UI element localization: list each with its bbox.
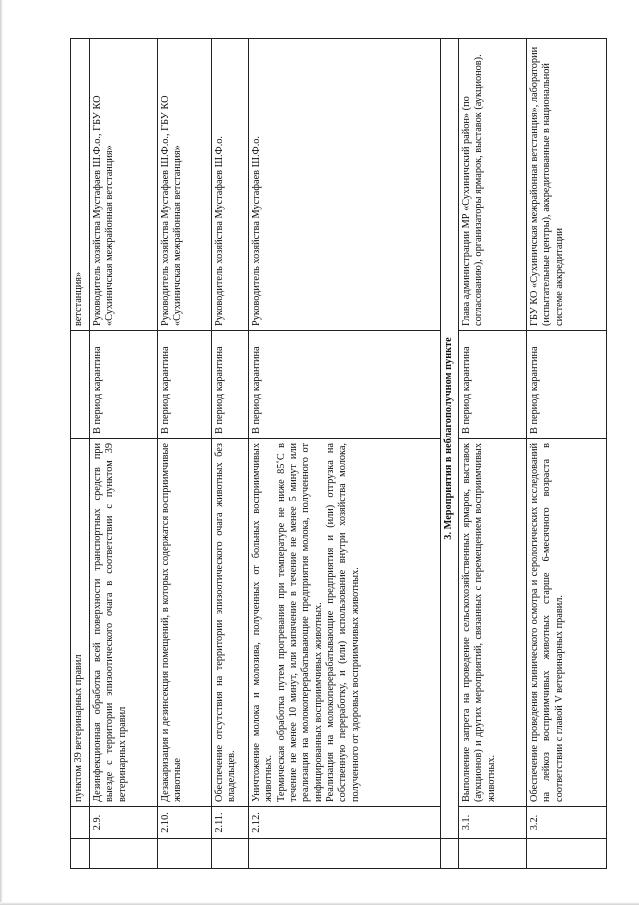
table-row xyxy=(249,39,441,869)
period-cell: В период карантина xyxy=(249,331,441,439)
section-title: 3. Мероприятия в неблагополучном пункте xyxy=(441,39,459,839)
action-paragraph: Уничтожение молока и молозива, полученных от больных восприимчивых животных. xyxy=(251,443,275,802)
responsible-cell: Руководитель хозяйства Мустафаев Ш.Ф.о. xyxy=(212,39,249,331)
period-cell xyxy=(71,331,90,439)
rotated-document-page xyxy=(70,39,610,869)
action-cell: Обеспечение отсутствия на территории эпизоотического очага животных без владельцев. xyxy=(212,439,249,807)
scan-edge-left xyxy=(0,0,3,905)
period-cell: В период карантина xyxy=(459,331,527,439)
row-number: 2.9. xyxy=(90,807,158,839)
blank-cell xyxy=(441,839,459,869)
table-row xyxy=(527,39,607,869)
action-cell: Дезинфекционная обработка всей поверхности транспортных средств при выезде с территории эпизоотического очага в соответствии с пунктом 39 ветеринарных правил xyxy=(90,439,158,807)
table-row xyxy=(71,39,90,869)
section-header-row xyxy=(441,39,459,869)
responsible-cell: Глава администрации МР «Сухиничский район» (по согласованию), организаторы ярмарок, выставок (аукционов). xyxy=(459,39,527,331)
action-cell: Обеспечение проведения клинического осмотра и серологических исследований на лейкоз восприимчивых животных старше 6-месячного возраста в соответствии с главой V ветеринарных правил. xyxy=(527,439,607,807)
table-row xyxy=(459,39,527,869)
action-cell: пунктом 39 ветеринарных правил xyxy=(71,439,90,807)
responsible-cell: Руководитель хозяйства Мустафаев Ш.Ф.о., ГБУ КО «Сухиничская межрайонная ветстанция» xyxy=(158,39,212,331)
row-number: 2.10. xyxy=(158,807,212,839)
action-cell xyxy=(249,439,441,807)
responsible-cell: Руководитель хозяйства Мустафаев Ш.Ф.о., ГБУ КО «Сухиничская межрайонная ветстанция» xyxy=(90,39,158,331)
blank-cell xyxy=(158,839,212,869)
period-cell: В период карантина xyxy=(527,331,607,439)
period-cell: В период карантина xyxy=(158,331,212,439)
blank-cell xyxy=(459,839,527,869)
blank-cell xyxy=(212,839,249,869)
period-cell: В период карантина xyxy=(90,331,158,439)
measures-table xyxy=(70,38,607,869)
blank-cell xyxy=(249,839,441,869)
action-cell: Дезакаризация и дезинсекция помещений, в которых содержатся восприимчивые животные xyxy=(158,439,212,807)
period-cell: В период карантина xyxy=(212,331,249,439)
responsible-cell: ГБУ КО «Сухиничская межрайонная ветстанция», лаборатории (испытательные центры), аккредитованные в национальной системе аккредитации xyxy=(527,39,607,331)
action-paragraph: Термическая обработка путем прогревания при температуре не ниже 85˚С в течение не менее 10 минут, или кипячение в течение не менее 5 минут или реализация на молокоперерабатывающие предприятия молока, полученного от инфицированных восприимчивых животных. xyxy=(275,443,324,802)
row-number: 3.1. xyxy=(459,807,527,839)
responsible-cell: ветстанция» xyxy=(71,39,90,331)
row-number: 3.2. xyxy=(527,807,607,839)
blank-cell xyxy=(71,839,90,869)
table-row xyxy=(158,39,212,869)
table-row xyxy=(90,39,158,869)
row-number: 2.11. xyxy=(212,807,249,839)
action-cell: Выполнение запрета на проведение сельскохозяйственных ярмарок, выставок (аукционов) и других мероприятий, связанных с перемещением восприимчивых животных. xyxy=(459,439,527,807)
responsible-cell: Руководитель хозяйства Мустафаев Ш.Ф.о. xyxy=(249,39,441,331)
table-row xyxy=(212,39,249,869)
blank-cell xyxy=(90,839,158,869)
blank-cell xyxy=(527,839,607,869)
action-paragraph: Реализация на молокоперерабатывающие предприятия и (или) отгрузка на собственную переработку, и (или) использование внутри хозяйства молока, полученного от здоровых восприимчивых животных. xyxy=(325,443,361,802)
row-number: 2.12. xyxy=(249,807,441,839)
row-number xyxy=(71,807,90,839)
